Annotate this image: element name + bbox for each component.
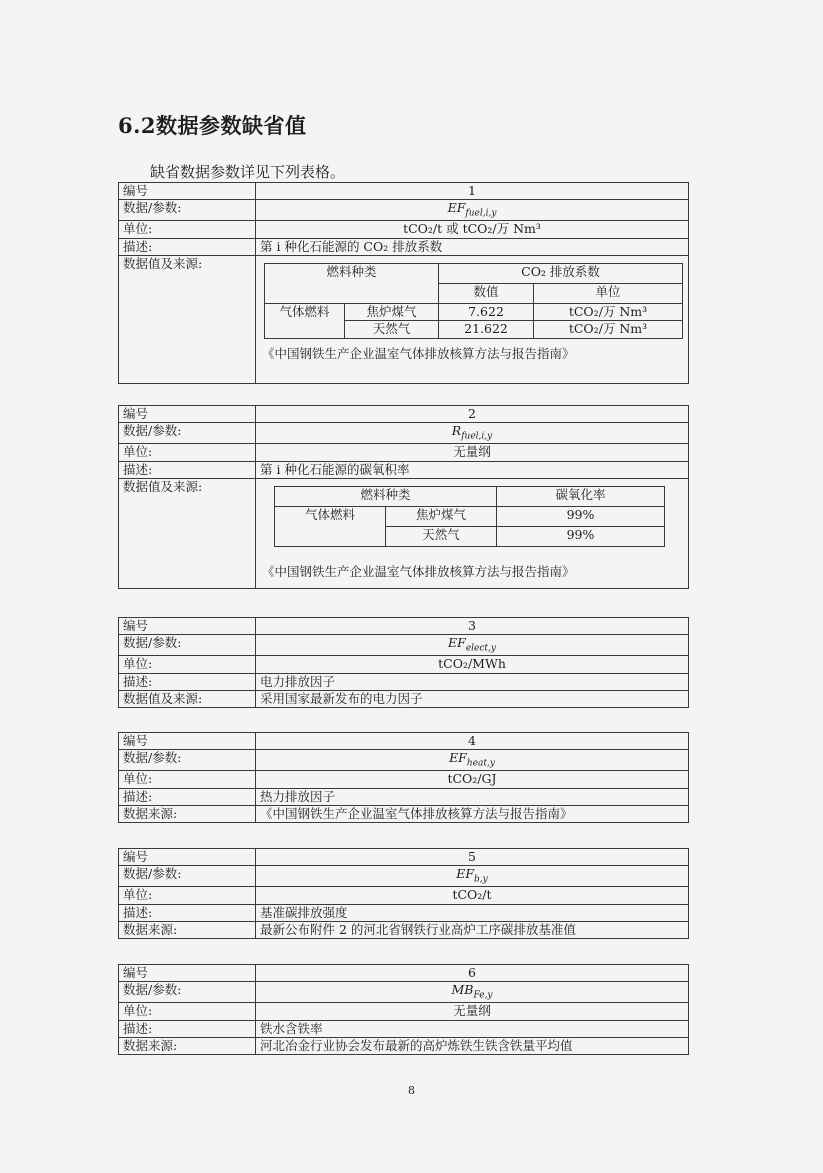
param-source: 最新公布附件 2 的河北省钢铁行业高炉工序碳排放基准值 (256, 921, 689, 938)
label-desc: 描述: (119, 461, 256, 478)
inner-category: 气体燃料 (265, 303, 345, 338)
param-table-4 (118, 732, 689, 823)
param-table-6 (118, 964, 689, 1055)
param-symbol: $R_{fuel,i,y}$ (256, 423, 689, 444)
label-param: 数据/参数: (119, 635, 256, 656)
param-desc: 电力排放因子 (256, 673, 689, 690)
label-unit: 单位: (119, 887, 256, 904)
label-unit: 单位: (119, 444, 256, 461)
label-id: 编号 (119, 733, 256, 750)
label-param: 数据/参数: (119, 750, 256, 771)
inner-head-unit: 单位 (534, 283, 683, 303)
table-id: 5 (256, 849, 689, 866)
label-param: 数据/参数: (119, 982, 256, 1003)
param-unit: 无量纲 (256, 1003, 689, 1020)
inner-category: 气体燃料 (275, 506, 386, 546)
table-id: 6 (256, 965, 689, 982)
inner-fuel-name: 天然气 (345, 321, 439, 338)
param-unit: tCO₂/GJ (256, 771, 689, 788)
param-table-2 (118, 405, 689, 589)
label-source: 数据来源: (119, 921, 256, 938)
label-value-source: 数据值及来源: (119, 690, 256, 707)
param-symbol: $EF_{fuel,i,y}$ (256, 200, 689, 221)
param-unit: tCO₂/t 或 tCO₂/万 Nm³ (256, 221, 689, 238)
table-id: 1 (256, 183, 689, 200)
label-desc: 描述: (119, 1020, 256, 1037)
inner-fuel-unit: tCO₂/万 Nm³ (534, 303, 683, 320)
value-source-cell (256, 478, 689, 588)
label-source: 数据来源: (119, 805, 256, 822)
param-desc: 热力排放因子 (256, 788, 689, 805)
table-id: 2 (256, 406, 689, 423)
inner-table-1 (264, 263, 683, 339)
param-symbol: $EF_{heat,y}$ (256, 750, 689, 771)
label-desc: 描述: (119, 788, 256, 805)
param-unit: 无量纲 (256, 444, 689, 461)
table-id: 4 (256, 733, 689, 750)
label-param: 数据/参数: (119, 866, 256, 887)
inner-fuel-name: 焦炉煤气 (386, 506, 497, 526)
value-source-cell (256, 255, 689, 383)
param-desc: 铁水含铁率 (256, 1020, 689, 1037)
label-id: 编号 (119, 618, 256, 635)
param-desc: 第 i 种化石能源的碳氧积率 (256, 461, 689, 478)
page-number: 8 (408, 1084, 415, 1097)
label-unit: 单位: (119, 221, 256, 238)
label-id: 编号 (119, 849, 256, 866)
source-text: 《中国钢铁生产企业温室气体排放核算方法与报告指南》 (262, 345, 575, 361)
label-param: 数据/参数: (119, 200, 256, 221)
param-symbol: $MB_{Fe,y}$ (256, 982, 689, 1003)
label-source: 数据来源: (119, 1037, 256, 1054)
param-unit: tCO₂/t (256, 887, 689, 904)
inner-head-group: CO₂ 排放系数 (439, 263, 683, 283)
inner-fuel-name: 天然气 (386, 526, 497, 546)
inner-fuel-value: 99% (497, 506, 665, 526)
label-desc: 描述: (119, 238, 256, 255)
label-unit: 单位: (119, 771, 256, 788)
label-param: 数据/参数: (119, 423, 256, 444)
inner-head-fuel: 燃料种类 (265, 263, 439, 303)
label-unit: 单位: (119, 656, 256, 673)
inner-fuel-unit: tCO₂/万 Nm³ (534, 321, 683, 338)
label-unit: 单位: (119, 1003, 256, 1020)
inner-head-fuel: 燃料种类 (275, 486, 497, 506)
param-desc: 第 i 种化石能源的 CO₂ 排放系数 (256, 238, 689, 255)
label-value-source: 数据值及来源: (119, 255, 256, 383)
param-table-3 (118, 617, 689, 708)
inner-table-2 (274, 486, 665, 547)
inner-fuel-value: 7.622 (439, 303, 534, 320)
inner-fuel-value: 21.622 (439, 321, 534, 338)
param-table-1 (118, 182, 689, 384)
param-unit: tCO₂/MWh (256, 656, 689, 673)
label-id: 编号 (119, 965, 256, 982)
label-id: 编号 (119, 183, 256, 200)
source-text: 《中国钢铁生产企业温室气体排放核算方法与报告指南》 (262, 563, 575, 579)
section-heading: 6.2数据参数缺省值 (118, 113, 307, 138)
table-id: 3 (256, 618, 689, 635)
param-table-5 (118, 848, 689, 939)
intro-text: 缺省数据参数详见下列表格。 (150, 163, 346, 181)
label-desc: 描述: (119, 904, 256, 921)
inner-fuel-name: 焦炉煤气 (345, 303, 439, 320)
param-symbol: $EF_{b,y}$ (256, 866, 689, 887)
inner-fuel-value: 99% (497, 526, 665, 546)
inner-head-value: 数值 (439, 283, 534, 303)
param-source: 采用国家最新发布的电力因子 (256, 690, 689, 707)
inner-head-rate: 碳氧化率 (497, 486, 665, 506)
label-value-source: 数据值及来源: (119, 478, 256, 588)
param-source: 《中国钢铁生产企业温室气体排放核算方法与报告指南》 (256, 805, 689, 822)
param-source: 河北冶金行业协会发布最新的高炉炼铁生铁含铁量平均值 (256, 1037, 689, 1054)
param-symbol: $EF_{elect,y}$ (256, 635, 689, 656)
label-id: 编号 (119, 406, 256, 423)
label-desc: 描述: (119, 673, 256, 690)
param-desc: 基准碳排放强度 (256, 904, 689, 921)
